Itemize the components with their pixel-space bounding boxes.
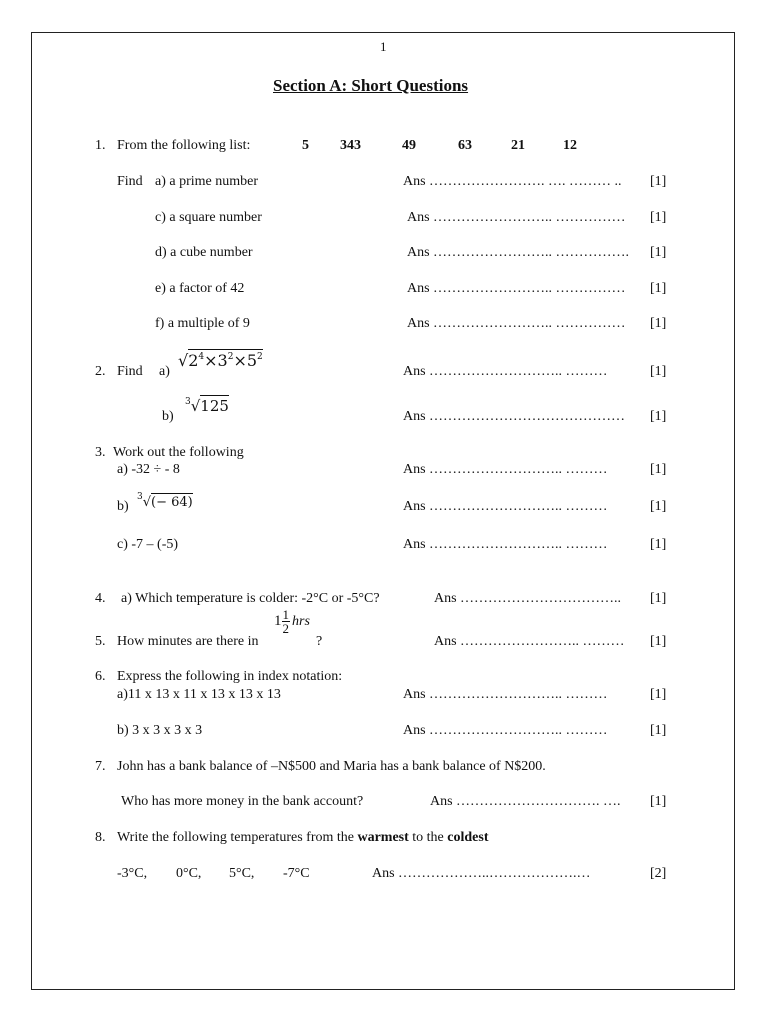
q6-number: 6. <box>95 669 106 684</box>
coldest-keyword: coldest <box>447 830 489 845</box>
q3-text: Work out the following <box>113 445 244 460</box>
q1f-marks: [1] <box>650 316 667 331</box>
q8-answer: Ans ………………..……………….… <box>372 866 591 881</box>
q7-number: 7. <box>95 759 106 774</box>
section-title: Section A: Short Questions <box>273 76 469 95</box>
q2b-cube-root: $^3$√125 <box>185 397 229 415</box>
q6a-label: a)11 x 13 x 11 x 13 x 13 x 13 <box>117 687 281 702</box>
q3b-marks: [1] <box>650 499 667 514</box>
q1a-marks: [1] <box>650 174 667 189</box>
q3a-marks: [1] <box>650 462 667 477</box>
q5-marks: [1] <box>650 634 667 649</box>
q2b-answer: Ans …………………………………… <box>403 409 626 424</box>
q8-number: 8. <box>95 830 106 845</box>
q5-question-mark: ? <box>316 634 323 649</box>
list-number: 12 <box>563 138 577 153</box>
page-number: 1 <box>380 39 387 54</box>
q2a-label: a) <box>159 364 170 379</box>
list-number: 343 <box>340 138 361 153</box>
list-number: 63 <box>458 138 472 153</box>
q8-marks: [2] <box>650 866 667 881</box>
unit: hrs <box>292 613 310 629</box>
q6a-answer: Ans ……………………….. ……… <box>403 687 608 702</box>
q1-number-list <box>302 139 618 153</box>
q1f-answer: Ans …………………….. …………… <box>407 316 626 331</box>
q3b-cube-root: $^3$√(− 64) <box>137 492 193 510</box>
q1e-label: e) a factor of 42 <box>155 281 245 296</box>
q1-number: 1. <box>95 138 106 153</box>
q2a-answer: Ans ……………………….. ……… <box>403 364 608 379</box>
q5-number: 5. <box>95 634 106 649</box>
q6-text: Express the following in index notation: <box>117 669 343 684</box>
warmest-keyword: warmest <box>357 830 409 845</box>
q8-temp: 0°C, <box>176 866 202 881</box>
q2-number: 2. <box>95 364 106 379</box>
radicand: 125 <box>200 397 229 415</box>
q1c-answer: Ans …………………….. …………… <box>407 210 626 225</box>
q1a-label: a) a prime number <box>155 174 259 189</box>
q4-answer: Ans …………………………….. <box>434 591 622 606</box>
fraction: $\frac{1}{2}$ <box>282 607 289 636</box>
q2b-marks: [1] <box>650 409 667 424</box>
root-index: 3 <box>137 492 143 502</box>
radicand: (− 64) <box>151 495 193 510</box>
q6b-label: b) 3 x 3 x 3 x 3 <box>117 723 203 738</box>
q5-text: How minutes are there in <box>117 634 259 649</box>
q2a-marks: [1] <box>650 364 667 379</box>
q1d-label: d) a cube number <box>155 245 253 260</box>
q8-text: Write the following temperatures from the warmest to the coldest <box>117 830 489 845</box>
q6b-answer: Ans ……………………….. ……… <box>403 723 608 738</box>
q6b-marks: [1] <box>650 723 667 738</box>
q3c-marks: [1] <box>650 537 667 552</box>
q1-text: From the following list: <box>117 138 251 153</box>
q7-subquestion: Who has more money in the bank account? <box>121 794 364 809</box>
q2a-sqrt-expression: $√2^4\times 3^2\times 5^2$ <box>178 351 263 370</box>
q3b-label: b) <box>117 499 129 514</box>
q1f-label: f) a multiple of 9 <box>155 316 250 331</box>
q3-number: 3. <box>95 445 106 460</box>
list-number: 21 <box>511 138 525 153</box>
whole-part: 1 <box>274 613 282 629</box>
q1a-answer: Ans ……………………. …. ……… .. <box>403 174 622 189</box>
q7-text: John has a bank balance of –N$500 and Maria has a bank balance of N$200. <box>117 759 546 774</box>
q2b-label: b) <box>162 409 174 424</box>
q1c-label: c) a square number <box>155 210 262 225</box>
q1d-marks: [1] <box>650 245 667 260</box>
list-number: 49 <box>402 138 416 153</box>
q5-mixed-fraction <box>274 608 310 635</box>
q8-temp: -3°C, <box>117 866 148 881</box>
q1d-answer: Ans …………………….. ……………. <box>407 245 630 260</box>
q1e-marks: [1] <box>650 281 667 296</box>
root-index: 3 <box>185 397 191 407</box>
q3c-answer: Ans ……………………….. ……… <box>403 537 608 552</box>
q4-number: 4. <box>95 591 106 606</box>
q3a-answer: Ans ……………………….. ……… <box>403 462 608 477</box>
q3c-label: c) -7 – (-5) <box>117 537 179 552</box>
list-number: 5 <box>302 138 309 153</box>
q6a-marks: [1] <box>650 687 667 702</box>
q8-temp: -7°C <box>283 866 310 881</box>
q5-answer: Ans …………………….. ……… <box>434 634 625 649</box>
q7-marks: [1] <box>650 794 667 809</box>
q8-temp: 5°C, <box>229 866 255 881</box>
q4-marks: [1] <box>650 591 667 606</box>
q1c-marks: [1] <box>650 210 667 225</box>
q3b-answer: Ans ……………………….. ……… <box>403 499 608 514</box>
q1-find: Find <box>117 174 143 189</box>
q3a-label: a) -32 ÷ - 8 <box>117 462 180 477</box>
q7-answer: Ans …………………………. …. <box>430 794 621 809</box>
q4-text: a) Which temperature is colder: -2°C or -5°C? <box>121 591 380 606</box>
q2-find: Find <box>117 364 143 379</box>
q1e-answer: Ans …………………….. …………… <box>407 281 626 296</box>
